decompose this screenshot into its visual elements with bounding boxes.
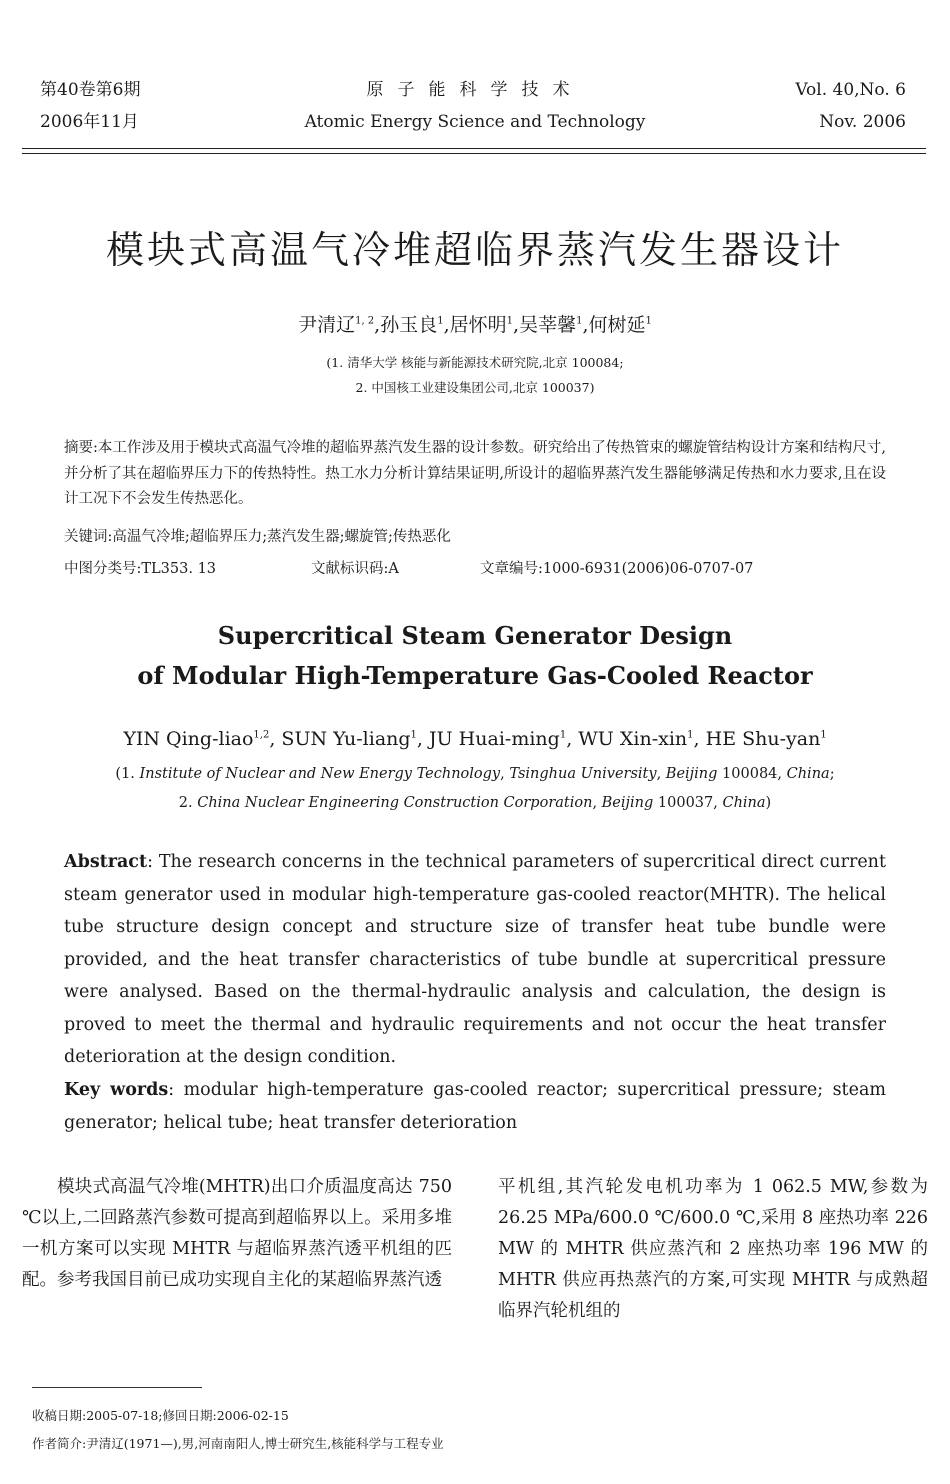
abstract-label-en: Abstract bbox=[64, 852, 148, 872]
author-name: WU Xin-xin bbox=[578, 728, 688, 750]
author-name: 吴莘馨 bbox=[519, 314, 577, 336]
volume-issue-en: Vol. 40,No. 6 bbox=[795, 80, 906, 100]
affiliation-2-country: China bbox=[722, 795, 766, 811]
journal-name-cn: 原子能科学技术 bbox=[366, 80, 584, 100]
affiliations-en bbox=[0, 760, 950, 818]
volume-issue-cn: 第40卷第6期 bbox=[40, 80, 141, 100]
abstract-text-en: The research concerns in the technical parameters of supercritical direct current steam generator used in modular high-temperature gas-cooled reactor(MHTR). The helical tube structure design concept and structure size of transfer heat tube bundle were provided, and the heat transfer characteristics of tube bundle at supercritical pressure were analysed. Based on the thermal-hydraulic analysis and calculation, the design is proved to meet the thermal and hydraulic requirements and not occur the heat transfer deterioration at the design condition. bbox=[64, 852, 886, 1067]
author-list-en: YIN Qing-liao$^{1,2}$, SUN Yu-liang$^1$, JU Huai-ming$^1$, WU Xin-xin$^1$, HE Shu-yan$^1$ bbox=[123, 728, 827, 750]
affiliation-2-number: 2. bbox=[178, 795, 198, 811]
author-name: JU Huai-ming bbox=[429, 728, 560, 750]
paper-title-en bbox=[0, 616, 950, 696]
date-cn: 2006年11月 bbox=[40, 112, 139, 132]
author-name: YIN Qing-liao bbox=[123, 728, 254, 750]
abstract-label-cn: 摘要: bbox=[64, 440, 98, 456]
abstract-cn bbox=[64, 436, 886, 513]
footnote-rule bbox=[32, 1387, 202, 1388]
paper-title-cn: 模块式高温气冷堆超临界蒸汽发生器设计 bbox=[105, 228, 844, 272]
affiliation-1-institute: Institute of Nuclear and New Energy Technology bbox=[139, 766, 501, 782]
author-affiliation-mark: 1 bbox=[645, 315, 652, 327]
journal-issue-en bbox=[795, 74, 906, 138]
affiliation-1-country: China bbox=[786, 766, 830, 782]
affiliation-1-zip: 100084 bbox=[722, 766, 778, 782]
body-column-right: 平机组,其汽轮发电机功率为 1 062.5 MW,参数为 26.25 MPa/600.0 ℃/600.0 ℃,采用 8 座热功率 226 MW 的 MHTR 供应蒸汽和 2 座热功率 196 MW 的 MHTR 供应再热蒸汽的方案,可实现 MHTR 与成熟超临界汽轮机组的 bbox=[498, 1177, 928, 1321]
author-affiliation-mark: 1 bbox=[506, 315, 514, 327]
author-affiliation-mark: 1 bbox=[559, 729, 567, 741]
header-rule-top bbox=[22, 148, 926, 149]
author-name: 居怀明 bbox=[449, 314, 507, 336]
footnote-received-date: 收稿日期:2005-07-18;修回日期:2006-02-15 bbox=[32, 1408, 289, 1423]
author-name: SUN Yu-liang bbox=[281, 728, 411, 750]
affiliation-1-number: (1. bbox=[115, 766, 140, 782]
paper-title-en-line1: Supercritical Steam Generator Design bbox=[217, 621, 733, 650]
affiliation-2-zip: 100037 bbox=[657, 795, 714, 811]
keywords-text-en: modular high-temperature gas-cooled reactor; supercritical pressure; steam generator; helical tube; heat transfer deterioration bbox=[64, 1080, 886, 1133]
author-affiliation-mark: 1,2 bbox=[253, 729, 270, 741]
author-name: 孙玉良 bbox=[380, 314, 438, 336]
abstract-en: Abstract: The research concerns in the technical parameters of supercritical direct current steam generator used in modular high-temperature gas-cooled reactor(MHTR). The helical tube structure design concept and structure size of transfer heat tube bundle were provided, and the heat transfer characteristics of tube bundle at supercritical pressure were analysed. Based on the thermal-hydraulic analysis and calculation, the design is proved to meet the thermal and hydraulic requirements and not occur the heat transfer deterioration at the design condition. bbox=[64, 852, 886, 1067]
affiliation-1-university: Tsinghua University bbox=[509, 766, 657, 782]
author-affiliation-mark: 1 bbox=[576, 315, 583, 327]
affiliations-cn bbox=[0, 350, 950, 400]
paper-title-en-line2: of Modular High-Temperature Gas-Cooled Reactor bbox=[137, 661, 813, 690]
author-name: 何树延 bbox=[588, 314, 646, 336]
body-column-left: 模块式高温气冷堆(MHTR)出口介质温度高达 750 ℃以上,二回路蒸汽参数可提高到超临界以上。采用多堆一机方案可以实现 MHTR 与超临界蒸汽透平机组的匹配。参考我国目前已成功实现自主化的某超临界蒸汽透 bbox=[22, 1177, 452, 1290]
footnote-author-bio: 作者简介:尹清辽(1971—),男,河南南阳人,博士研究生,核能科学与工程专业 bbox=[32, 1436, 444, 1451]
affiliation-2-en: 2. China Nuclear Engineering Construction Corporation, Beijing 100037, China) bbox=[178, 795, 772, 811]
abstract-text-cn: 本工作涉及用于模块式高温气冷堆的超临界蒸汽发生器的设计参数。研究给出了传热管束的螺旋管结构设计方案和结构尺寸,并分析了其在超临界压力下的传热特性。热工水力分析计算结果证明,所设计的超临界蒸汽发生器能够满足传热和水力要求,且在设计工况下不会发生传热恶化。 bbox=[64, 440, 886, 507]
author-affiliation-mark: 1 bbox=[687, 729, 694, 741]
author-affiliation-mark: 1 bbox=[410, 729, 417, 741]
author-affiliation-mark: 1 bbox=[820, 729, 827, 741]
author-name: 尹清辽 bbox=[298, 314, 356, 336]
affiliation-2-city: Beijing bbox=[601, 795, 654, 811]
header-rule-bottom bbox=[22, 153, 926, 154]
keywords-label-en: Key words bbox=[64, 1080, 169, 1100]
author-list-cn: 尹清辽$^{1, 2}$,孙玉良$^1$,居怀明$^1$,吴莘馨$^1$,何树延$^1$ bbox=[298, 314, 652, 336]
keywords-en: Key words: modular high-temperature gas-cooled reactor; supercritical pressure; steam generator; helical tube; heat transfer deterioration bbox=[64, 1080, 886, 1133]
affiliation-1-city: Beijing bbox=[665, 766, 718, 782]
affiliation-1-cn: (1. 清华大学 核能与新能源技术研究院,北京 100084; bbox=[326, 355, 624, 370]
keywords-label-cn: 关键词: bbox=[64, 529, 113, 545]
author-name: HE Shu-yan bbox=[705, 728, 821, 750]
article-number: 文章编号:1000-6931(2006)06-0707-07 bbox=[480, 561, 754, 577]
keywords-cn bbox=[64, 526, 451, 548]
journal-name-en: Atomic Energy Science and Technology bbox=[304, 112, 646, 132]
affiliation-2-cn: 2. 中国核工业建设集团公司,北京 100037) bbox=[355, 380, 595, 395]
author-affiliation-mark: 1, 2 bbox=[355, 315, 375, 327]
date-en: Nov. 2006 bbox=[819, 112, 906, 132]
clc-number: 中图分类号:TL353. 13 bbox=[64, 561, 217, 577]
keywords-text-cn: 高温气冷堆;超临界压力;蒸汽发生器;螺旋管;传热恶化 bbox=[112, 529, 451, 545]
affiliation-1-en: (1. Institute of Nuclear and New Energy Technology, Tsinghua University, Beijing 100084, China; bbox=[115, 766, 835, 782]
document-code: 文献标识码:A bbox=[311, 561, 399, 577]
author-affiliation-mark: 1 bbox=[437, 315, 444, 327]
affiliation-2-institute: China Nuclear Engineering Construction Corporation bbox=[197, 795, 593, 811]
